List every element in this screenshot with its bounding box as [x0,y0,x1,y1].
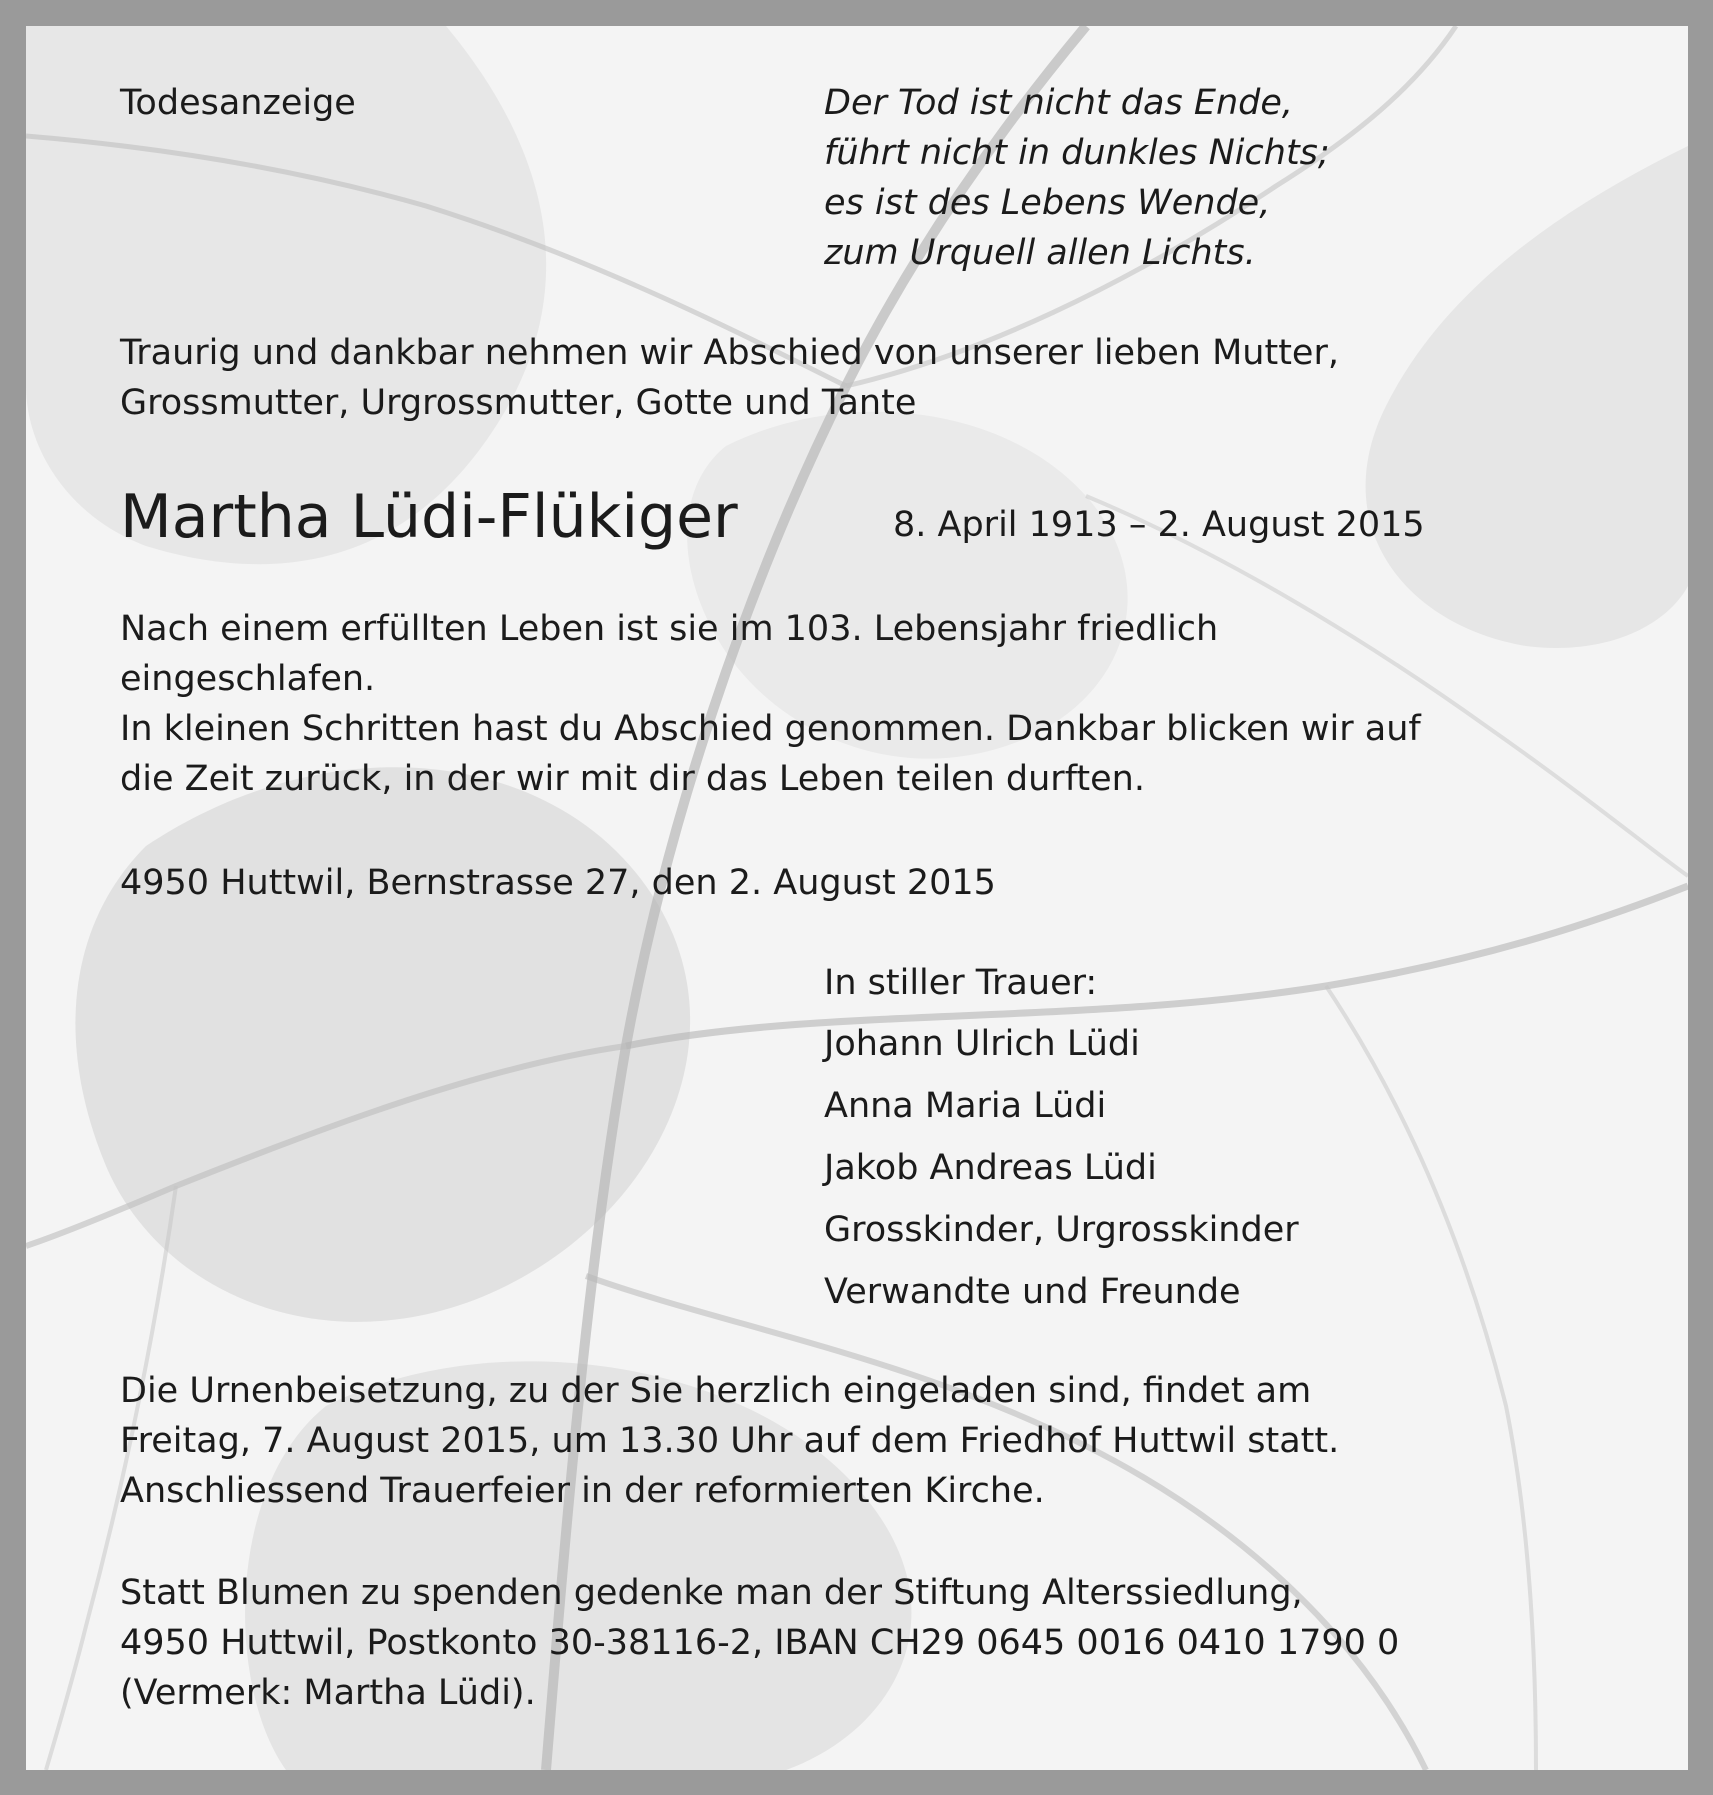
verse-line: führt nicht in dunkles Nichts; [824,133,1330,173]
obituary-card [26,26,1688,1770]
life-dates: 8. April 1913 – 2. August 2015 [893,505,1425,545]
deceased-name: Martha Lüdi-Flükiger [120,482,738,552]
donation-line: (Vermerk: Martha Lüdi). [120,1673,536,1713]
verse-line: Der Tod ist nicht das Ende, [824,83,1293,123]
place-date-line: 4950 Huttwil, Bernstrasse 27, den 2. August 2015 [120,863,996,903]
message-line: In kleinen Schritten hast du Abschied genommen. Dankbar blicken wir auf [120,709,1421,749]
message-line: eingeschlafen. [120,659,376,699]
donation-line: 4950 Huttwil, Postkonto 30-38116-2, IBAN CH29 0645 0016 0410 1790 0 [120,1623,1400,1663]
mourner-name: Jakob Andreas Lüdi [824,1148,1157,1188]
ceremony-line: Die Urnenbeisetzung, zu der Sie herzlich eingeladen sind, findet am [120,1371,1312,1411]
ceremony-line: Anschliessend Trauerfeier in der reformierten Kirche. [120,1471,1045,1511]
intro-line: Traurig und dankbar nehmen wir Abschied von unserer lieben Mutter, [120,333,1339,373]
mourner-name: Grosskinder, Urgrosskinder [824,1210,1299,1250]
verse-line: es ist des Lebens Wende, [824,183,1271,223]
leaf-vein-branch-1 [626,886,1688,1046]
intro-line: Grossmutter, Urgrossmutter, Gotte und Tante [120,383,917,423]
mourner-name: Verwandte und Freunde [824,1272,1241,1312]
document-label: Todesanzeige [120,83,356,123]
mourner-name: Johann Ulrich Lüdi [824,1024,1140,1064]
ceremony-line: Freitag, 7. August 2015, um 13.30 Uhr auf dem Friedhof Huttwil statt. [120,1421,1340,1461]
mourner-name: Anna Maria Lüdi [824,1086,1107,1126]
message-line: die Zeit zurück, in der wir mit dir das Leben teilen durften. [120,759,1145,799]
leaf-shape-right [1366,146,1688,648]
verse-line: zum Urquell allen Lichts. [824,233,1256,273]
donation-line: Statt Blumen zu spenden gedenke man der Stiftung Alterssiedlung, [120,1573,1303,1613]
mourners-heading: In stiller Trauer: [824,963,1098,1003]
message-line: Nach einem erfüllten Leben ist sie im 103. Lebensjahr friedlich [120,609,1219,649]
